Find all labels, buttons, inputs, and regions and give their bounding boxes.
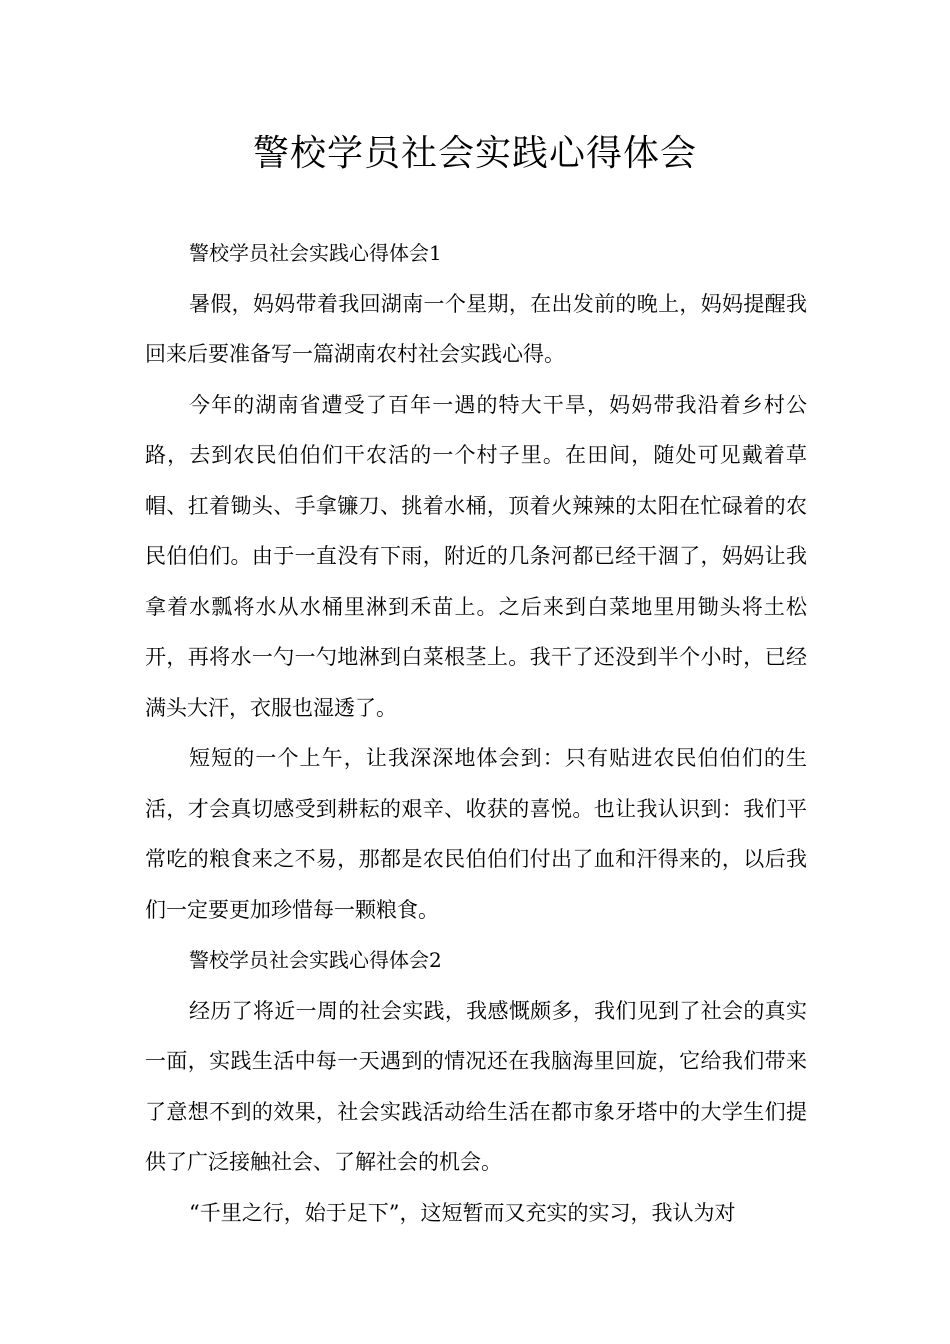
paragraph: 今年的湖南省遭受了百年一遇的特大干旱，妈妈带我沿着乡村公路，去到农民伯伯们干农活的一个村子里。在田间，随处可见戴着草帽、扛着锄头、手拿镰刀、挑着水桶，顶着火辣辣的太阳在忙碌着的农民伯伯们。由于一直没有下雨，附近的几条河都已经干涸了，妈妈让我拿着水瓢将水从水桶里淋到禾苗上。之后来到白菜地里用锄头将土松开，再将水一勺一勺地淋到白菜根茎上。我干了还没到半个小时，已经满头大汗，衣服也湿透了。 [145, 392, 807, 720]
document-body [145, 228, 807, 1238]
document-title: 警校学员社会实践心得体会 [252, 133, 697, 174]
section-heading-2: 警校学员社会实践心得体会2 [189, 948, 442, 972]
paragraph: “千里之行，始于足下”，这短暂而又充实的实习，我认为对 [189, 1200, 736, 1225]
section-heading-1: 警校学员社会实践心得体会1 [189, 241, 442, 265]
paragraph: 经历了将近一周的社会实践，我感慨颇多，我们见到了社会的真实一面，实践生活中每一天遇到的情况还在我脑海里回旋，它给我们带来了意想不到的效果，社会实践活动给生活在都市象牙塔中的大学生们提供了广泛接触社会、了解社会的机会。 [145, 998, 807, 1174]
paragraph: 短短的一个上午，让我深深地体会到：只有贴进农民伯伯们的生活，才会真切感受到耕耘的艰辛、收获的喜悦。也让我认识到：我们平常吃的粮食来之不易，那都是农民伯伯们付出了血和汗得来的，以后我们一定要更加珍惜每一颗粮食。 [145, 746, 807, 922]
paragraph: 暑假，妈妈带着我回湖南一个星期，在出发前的晚上，妈妈提醒我回来后要准备写一篇湖南农村社会实践心得。 [145, 291, 807, 366]
